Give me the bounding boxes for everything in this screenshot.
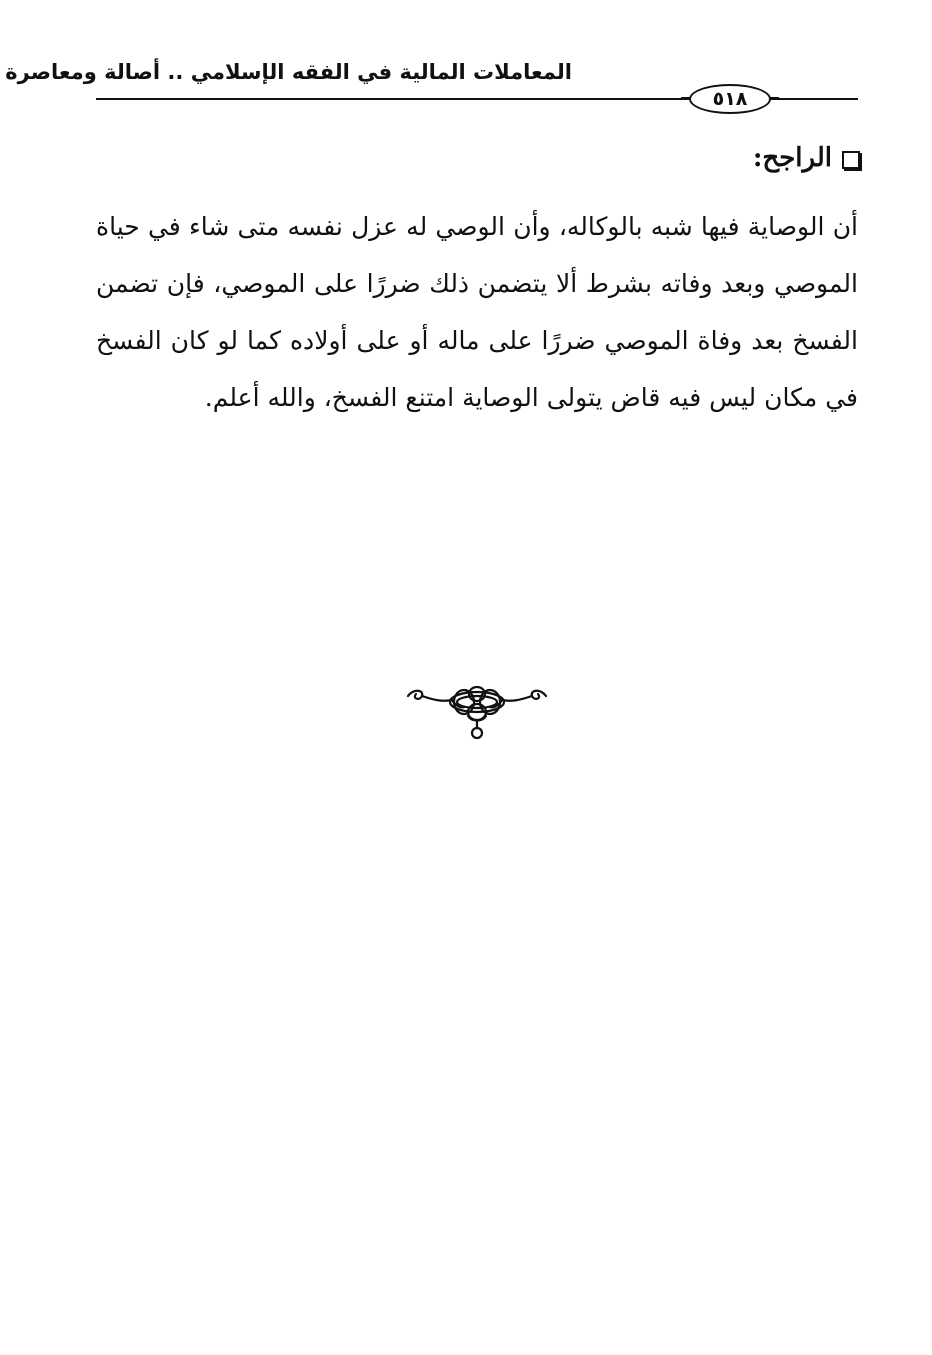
book-title: المعاملات المالية في الفقه الإسلامي .. أصالة ومعاصرة [5,60,572,84]
section-heading-text: الراجح: [752,143,832,173]
section-heading [753,143,860,173]
checkbox-icon [842,151,860,169]
page-header [5,56,858,116]
page-number: ٥١٨ [712,88,748,110]
page-number-badge [689,84,771,114]
ornament-divider-icon [402,682,552,744]
body-paragraph: أن الوصاية فيها شبه بالوكاله، وأن الوصي له عزل نفسه متى شاء في حياة الموصي وبعد وفاته بشرط ألا يتضمن ذلك ضررًا على الموصي، فإن تضمن الفسخ بعد وفاة الموصي ضررًا على ماله أو على أولاده كما لو كان الفسخ في مكان ليس فيه قاض يتولى الوصاية امتنع الفسخ، والله أعلم. [96,212,858,412]
